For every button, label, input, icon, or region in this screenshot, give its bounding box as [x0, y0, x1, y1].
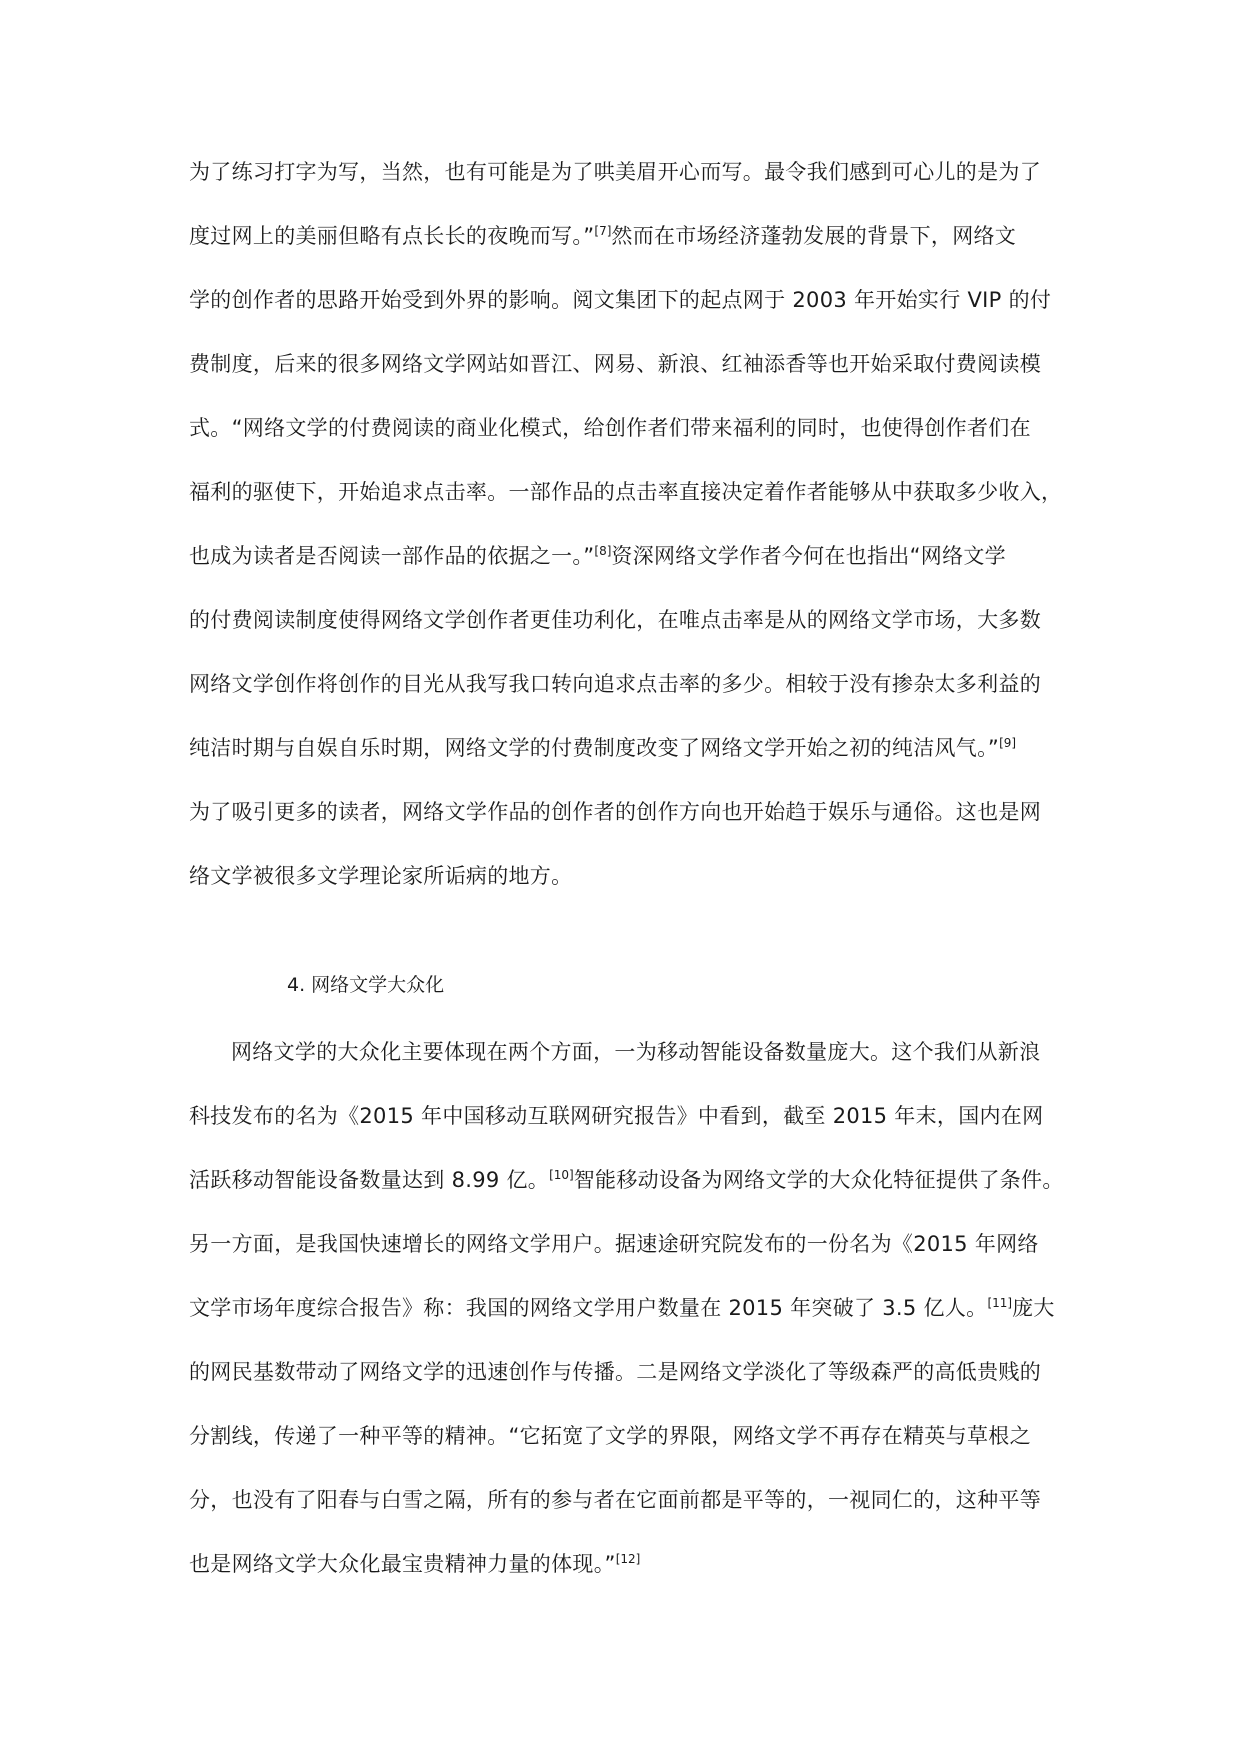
text-line: 也是网络文学大众化最宝贵精神力量的体现。”[12] — [189, 1552, 641, 1576]
text-line: 另一方面，是我国快速增长的网络文学用户。据速途研究院发布的一份名为《2015 年网络 — [189, 1232, 1039, 1256]
text-line: 的网民基数带动了网络文学的迅速创作与传播。二是网络文学淡化了等级森严的高低贵贱的 — [189, 1360, 1041, 1384]
text-line: 为了吸引更多的读者，网络文学作品的创作者的创作方向也开始趋于娱乐与通俗。这也是网 — [189, 800, 1041, 824]
text-line: 活跃移动智能设备数量达到 8.99 亿。[10]智能移动设备为网络文学的大众化特征提供了条件。 — [189, 1168, 1064, 1192]
text-line: 分割线，传递了一种平等的精神。“它拓宽了文学的界限，网络文学不再存在精英与草根之 — [189, 1424, 1031, 1448]
text-line: 网络文学的大众化主要体现在两个方面，一为移动智能设备数量庞大。这个我们从新浪 — [231, 1040, 1041, 1064]
text-line: 式。“网络文学的付费阅读的商业化模式，给创作者们带来福利的同时，也使得创作者们在 — [189, 416, 1031, 440]
citation-ref: [8] — [594, 544, 612, 558]
text-line: 学的创作者的思路开始受到外界的影响。阅文集团下的起点网于 2003 年开始实行 VIP 的付 — [189, 288, 1052, 312]
citation-ref: [11] — [987, 1296, 1013, 1310]
text-line: 网络文学创作将创作的目光从我写我口转向追求点击率的多少。相较于没有掺杂太多利益的 — [189, 672, 1041, 696]
text-line: 也成为读者是否阅读一部作品的依据之一。”[8]资深网络文学作者今何在也指出“网络文学 — [189, 544, 1006, 568]
text-line: 纯洁时期与自娱自乐时期，网络文学的付费制度改变了网络文学开始之初的纯洁风气。”[9] — [189, 736, 1017, 760]
text-line: 分，也没有了阳春与白雪之隔，所有的参与者在它面前都是平等的，一视同仁的，这种平等 — [189, 1488, 1041, 1512]
text-line: 的付费阅读制度使得网络文学创作者更佳功利化，在唯点击率是从的网络文学市场，大多数 — [189, 608, 1041, 632]
section-heading: 4. 网络文学大众化 — [287, 974, 445, 996]
text-line: 福利的驱使下，开始追求点击率。一部作品的点击率直接决定着作者能够从中获取多少收入， — [189, 480, 1063, 504]
citation-ref: [7] — [594, 224, 612, 238]
text-line: 费制度，后来的很多网络文学网站如晋江、网易、新浪、红袖添香等也开始采取付费阅读模 — [189, 352, 1041, 376]
text-line: 度过网上的美丽但略有点长长的夜晚而写。”[7]然而在市场经济蓬勃发展的背景下，网络文 — [189, 224, 1017, 248]
text-line: 络文学被很多文学理论家所诟病的地方。 — [189, 864, 573, 888]
citation-ref: [10] — [549, 1168, 574, 1182]
text-line: 科技发布的名为《2015 年中国移动互联网研究报告》中看到，截至 2015 年末，国内在网 — [189, 1104, 1044, 1128]
text-line: 为了练习打字为写，当然，也有可能是为了哄美眉开心而写。最令我们感到可心儿的是为了 — [189, 160, 1041, 184]
text-line: 文学市场年度综合报告》称：我国的网络文学用户数量在 2015 年突破了 3.5 亿人。[11]庞大 — [189, 1296, 1055, 1320]
citation-ref: [9] — [999, 736, 1017, 750]
citation-ref: [12] — [615, 1552, 641, 1566]
